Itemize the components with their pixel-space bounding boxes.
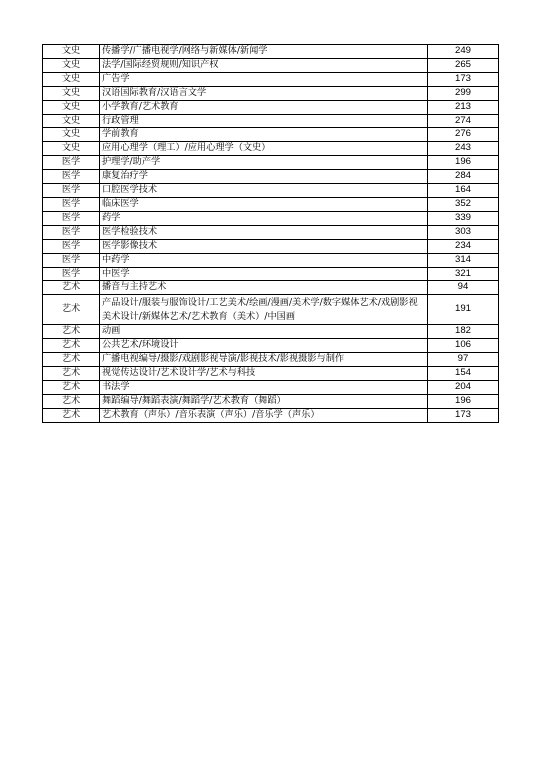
category-cell: 艺术 bbox=[43, 281, 100, 295]
score-cell: 249 bbox=[428, 45, 499, 59]
major-cell: 艺术教育（声乐）/音乐表演（声乐）/音乐学（声乐） bbox=[100, 408, 428, 422]
table-row bbox=[43, 114, 499, 128]
table-row bbox=[43, 86, 499, 100]
major-cell: 播音与主持艺术 bbox=[100, 281, 428, 295]
table-row bbox=[43, 253, 499, 267]
score-cell: 213 bbox=[428, 100, 499, 114]
category-cell: 文史 bbox=[43, 142, 100, 156]
table-row bbox=[43, 367, 499, 381]
score-cell: 321 bbox=[428, 267, 499, 281]
table-row bbox=[43, 339, 499, 353]
major-cell: 书法学 bbox=[100, 380, 428, 394]
major-cell: 广播电视编导/摄影/戏剧影视导演/影视技术/影视摄影与制作 bbox=[100, 353, 428, 367]
category-cell: 医学 bbox=[43, 184, 100, 198]
score-cell: 164 bbox=[428, 184, 499, 198]
score-cell: 173 bbox=[428, 408, 499, 422]
score-cell: 339 bbox=[428, 211, 499, 225]
table-row bbox=[43, 281, 499, 295]
table-row bbox=[43, 72, 499, 86]
score-cell: 243 bbox=[428, 142, 499, 156]
major-cell: 小学教育/艺术教育 bbox=[100, 100, 428, 114]
score-cell: 352 bbox=[428, 197, 499, 211]
score-cell: 154 bbox=[428, 367, 499, 381]
table-row bbox=[43, 100, 499, 114]
category-cell: 医学 bbox=[43, 225, 100, 239]
score-cell: 196 bbox=[428, 156, 499, 170]
category-cell: 艺术 bbox=[43, 408, 100, 422]
major-cell: 传播学/广播电视学/网络与新媒体/新闻学 bbox=[100, 45, 428, 59]
major-cell: 口腔医学技术 bbox=[100, 184, 428, 198]
score-table-body bbox=[43, 45, 499, 423]
category-cell: 医学 bbox=[43, 239, 100, 253]
score-cell: 234 bbox=[428, 239, 499, 253]
category-cell: 艺术 bbox=[43, 394, 100, 408]
major-cell: 汉语国际教育/汉语言文学 bbox=[100, 86, 428, 100]
table-row bbox=[43, 239, 499, 253]
score-cell: 173 bbox=[428, 72, 499, 86]
category-cell: 医学 bbox=[43, 197, 100, 211]
category-cell: 艺术 bbox=[43, 380, 100, 394]
major-cell: 视觉传达设计/艺术设计学/艺术与科技 bbox=[100, 367, 428, 381]
category-cell: 医学 bbox=[43, 211, 100, 225]
major-cell: 产品设计/服装与服饰设计/工艺美术/绘画/漫画/美术学/数字媒体艺术/戏剧影视美术设计/新媒体艺术/艺术教育（美术）/中国画 bbox=[100, 295, 428, 325]
category-cell: 文史 bbox=[43, 58, 100, 72]
score-cell: 299 bbox=[428, 86, 499, 100]
category-cell: 文史 bbox=[43, 128, 100, 142]
category-cell: 艺术 bbox=[43, 325, 100, 339]
table-row bbox=[43, 225, 499, 239]
category-cell: 医学 bbox=[43, 156, 100, 170]
score-cell: 106 bbox=[428, 339, 499, 353]
major-cell: 学前教育 bbox=[100, 128, 428, 142]
table-row bbox=[43, 353, 499, 367]
score-table bbox=[42, 44, 499, 423]
score-cell: 182 bbox=[428, 325, 499, 339]
major-cell: 中药学 bbox=[100, 253, 428, 267]
major-cell: 药学 bbox=[100, 211, 428, 225]
category-cell: 艺术 bbox=[43, 339, 100, 353]
category-cell: 医学 bbox=[43, 253, 100, 267]
category-cell: 文史 bbox=[43, 100, 100, 114]
table-row bbox=[43, 156, 499, 170]
table-row bbox=[43, 211, 499, 225]
score-cell: 265 bbox=[428, 58, 499, 72]
category-cell: 医学 bbox=[43, 267, 100, 281]
major-cell: 康复治疗学 bbox=[100, 170, 428, 184]
major-cell: 法学/国际经贸规则/知识产权 bbox=[100, 58, 428, 72]
table-row bbox=[43, 184, 499, 198]
major-cell: 应用心理学（理工）/应用心理学（文史） bbox=[100, 142, 428, 156]
table-row bbox=[43, 45, 499, 59]
table-row bbox=[43, 295, 499, 325]
table-row bbox=[43, 197, 499, 211]
major-cell: 临床医学 bbox=[100, 197, 428, 211]
table-row bbox=[43, 325, 499, 339]
major-cell: 公共艺术/环境设计 bbox=[100, 339, 428, 353]
score-cell: 314 bbox=[428, 253, 499, 267]
category-cell: 文史 bbox=[43, 86, 100, 100]
category-cell: 艺术 bbox=[43, 367, 100, 381]
table-row bbox=[43, 170, 499, 184]
major-cell: 医学检验技术 bbox=[100, 225, 428, 239]
category-cell: 艺术 bbox=[43, 295, 100, 325]
table-row bbox=[43, 408, 499, 422]
major-cell: 广告学 bbox=[100, 72, 428, 86]
category-cell: 文史 bbox=[43, 45, 100, 59]
category-cell: 艺术 bbox=[43, 353, 100, 367]
major-cell: 护理学/助产学 bbox=[100, 156, 428, 170]
score-cell: 284 bbox=[428, 170, 499, 184]
score-cell: 274 bbox=[428, 114, 499, 128]
major-cell: 中医学 bbox=[100, 267, 428, 281]
table-row bbox=[43, 128, 499, 142]
table-row bbox=[43, 394, 499, 408]
major-cell: 动画 bbox=[100, 325, 428, 339]
table-row bbox=[43, 267, 499, 281]
score-cell: 196 bbox=[428, 394, 499, 408]
table-row bbox=[43, 380, 499, 394]
category-cell: 文史 bbox=[43, 72, 100, 86]
major-cell: 医学影像技术 bbox=[100, 239, 428, 253]
category-cell: 文史 bbox=[43, 114, 100, 128]
table-row bbox=[43, 142, 499, 156]
score-cell: 97 bbox=[428, 353, 499, 367]
major-cell: 舞蹈编导/舞蹈表演/舞蹈学/艺术教育（舞蹈） bbox=[100, 394, 428, 408]
score-cell: 204 bbox=[428, 380, 499, 394]
major-cell: 行政管理 bbox=[100, 114, 428, 128]
score-cell: 94 bbox=[428, 281, 499, 295]
score-cell: 191 bbox=[428, 295, 499, 325]
table-row bbox=[43, 58, 499, 72]
score-cell: 276 bbox=[428, 128, 499, 142]
category-cell: 医学 bbox=[43, 170, 100, 184]
score-cell: 303 bbox=[428, 225, 499, 239]
